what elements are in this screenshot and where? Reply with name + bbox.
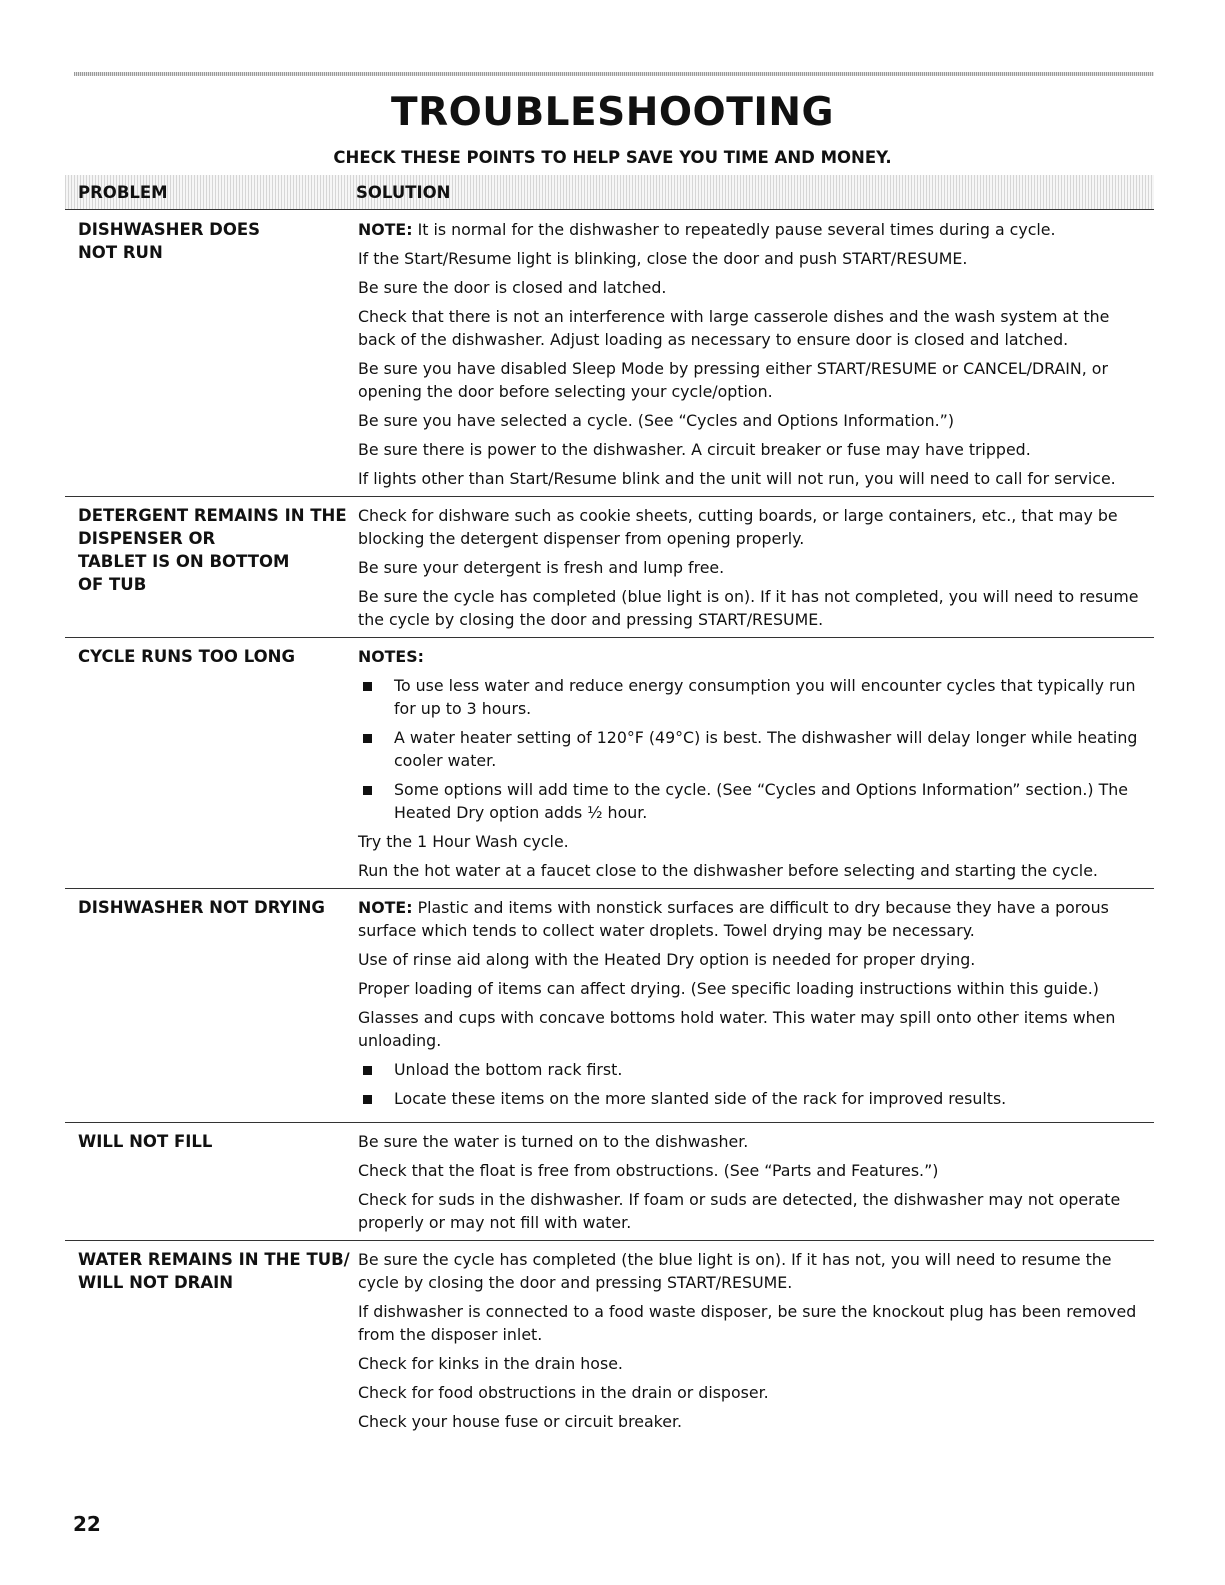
solution-paragraph	[358, 948, 1144, 971]
bullet-item	[358, 1058, 1144, 1081]
problem-column-header: PROBLEM	[78, 183, 168, 202]
solution-paragraph	[358, 1381, 1144, 1404]
solution-paragraph	[358, 305, 1144, 351]
solution-cell	[356, 1248, 1154, 1433]
solution-text: Use of rinse aid along with the Heated Dry option is needed for proper drying.	[358, 950, 976, 969]
solution-cell	[356, 1130, 1154, 1234]
solution-text: Be sure you have disabled Sleep Mode by pressing either START/RESUME or CANCEL/DRAIN, or opening the door before selecting your cycle/option.	[358, 359, 1108, 401]
page-subtitle: CHECK THESE POINTS TO HELP SAVE YOU TIME AND MONEY.	[333, 148, 892, 167]
table-row	[65, 211, 1154, 497]
solution-text: Plastic and items with nonstick surfaces are difficult to dry because they have a porous surface which tends to collect water droplets. Towel drying may be necessary.	[358, 898, 1109, 940]
page-number: 22	[73, 1512, 101, 1536]
solution-cell	[356, 645, 1154, 882]
solution-text: Glasses and cups with concave bottoms hold water. This water may spill onto other items when unloading.	[358, 1008, 1116, 1050]
page-title: TROUBLESHOOTING	[391, 90, 834, 135]
table-row	[65, 1241, 1154, 1439]
square-bullet-icon	[363, 1066, 372, 1075]
problem-cell	[65, 1248, 356, 1433]
solution-paragraph	[358, 1410, 1144, 1433]
solution-paragraph	[358, 1248, 1144, 1294]
solution-paragraph	[358, 830, 1144, 853]
solution-paragraph	[358, 247, 1144, 270]
problem-text: CYCLE RUNS TOO LONG	[78, 647, 296, 666]
solution-text: Proper loading of items can affect drying. (See specific loading instructions within this guide.)	[358, 979, 1099, 998]
solution-paragraph	[358, 218, 1144, 241]
solution-paragraph	[358, 504, 1144, 550]
solution-paragraph	[358, 409, 1144, 432]
solution-text: Check for dishware such as cookie sheets, cutting boards, or large containers, etc., that may be blocking the detergent dispenser from opening properly.	[358, 506, 1118, 548]
solution-text: Be sure there is power to the dishwasher. A circuit breaker or fuse may have tripped.	[358, 440, 1031, 459]
solution-column-header: SOLUTION	[356, 183, 451, 202]
solution-paragraph	[358, 276, 1144, 299]
troubleshooting-table	[65, 211, 1154, 1439]
table-row	[65, 638, 1154, 889]
solution-paragraph	[358, 1188, 1144, 1234]
problem-cell	[65, 896, 356, 1116]
problem-text: DETERGENT REMAINS IN THE	[78, 506, 347, 525]
solution-text: Locate these items on the more slanted side of the rack for improved results.	[394, 1089, 1007, 1108]
solution-text: Be sure the cycle has completed (blue light is on). If it has not completed, you will need to resume the cycle by closing the door and pressing START/RESUME.	[358, 587, 1139, 629]
solution-paragraph	[358, 645, 1144, 668]
solution-text: If lights other than Start/Resume blink and the unit will not run, you will need to call for service.	[358, 469, 1116, 488]
solution-text: It is normal for the dishwasher to repeatedly pause several times during a cycle.	[412, 220, 1056, 239]
square-bullet-icon	[363, 786, 372, 795]
solution-text: Check that there is not an interference with large casserole dishes and the wash system at the back of the dishwasher. Adjust loading as necessary to ensure door is closed and latched.	[358, 307, 1110, 349]
bullet-item	[358, 726, 1144, 772]
problem-text: OF TUB	[78, 575, 147, 594]
solution-text: Check for food obstructions in the drain or disposer.	[358, 1383, 769, 1402]
note-label: NOTE:	[358, 898, 413, 917]
table-row	[65, 1123, 1154, 1241]
square-bullet-icon	[363, 682, 372, 691]
problem-text: TABLET IS ON BOTTOM	[78, 552, 290, 571]
solution-text: A water heater setting of 120°F (49°C) is best. The dishwasher will delay longer while heating cooler water.	[394, 728, 1138, 770]
solution-cell	[356, 504, 1154, 631]
top-rule	[74, 72, 1154, 76]
solution-paragraph	[358, 1159, 1144, 1182]
problem-text: WILL NOT DRAIN	[78, 1273, 234, 1292]
solution-paragraph	[358, 977, 1144, 1000]
solution-text: Be sure the water is turned on to the dishwasher.	[358, 1132, 749, 1151]
solution-text: Try the 1 Hour Wash cycle.	[358, 832, 569, 851]
solution-text: Check for kinks in the drain hose.	[358, 1354, 623, 1373]
solution-text: If dishwasher is connected to a food waste disposer, be sure the knockout plug has been removed from the disposer inlet.	[358, 1302, 1137, 1344]
note-label: NOTE:	[358, 220, 413, 239]
solution-text: Run the hot water at a faucet close to the dishwasher before selecting and starting the cycle.	[358, 861, 1098, 880]
solution-cell	[356, 218, 1154, 490]
problem-cell	[65, 645, 356, 882]
solution-text: Be sure the door is closed and latched.	[358, 278, 667, 297]
problem-cell	[65, 218, 356, 490]
problem-text: NOT RUN	[78, 243, 163, 262]
solution-paragraph	[358, 467, 1144, 490]
solution-text: Unload the bottom rack first.	[394, 1060, 623, 1079]
problem-text: WATER REMAINS IN THE TUB/	[78, 1250, 350, 1269]
problem-cell	[65, 504, 356, 631]
solution-text: Check for suds in the dishwasher. If foam or suds are detected, the dishwasher may not operate properly or may not fill with water.	[358, 1190, 1121, 1232]
problem-text: DISPENSER OR	[78, 529, 216, 548]
solution-paragraph	[358, 859, 1144, 882]
bullet-item	[358, 674, 1144, 720]
solution-text: Some options will add time to the cycle. (See “Cycles and Options Information” section.) The Heated Dry option adds ½ hour.	[394, 780, 1128, 822]
square-bullet-icon	[363, 1095, 372, 1104]
bullet-item	[358, 778, 1144, 824]
solution-paragraph	[358, 556, 1144, 579]
solution-text: If the Start/Resume light is blinking, close the door and push START/RESUME.	[358, 249, 968, 268]
table-row	[65, 889, 1154, 1123]
bullet-item	[358, 1087, 1144, 1110]
solution-text: To use less water and reduce energy consumption you will encounter cycles that typically run for up to 3 hours.	[394, 676, 1136, 718]
table-header	[65, 175, 1154, 210]
solution-paragraph	[358, 1130, 1144, 1153]
solution-cell	[356, 896, 1154, 1116]
square-bullet-icon	[363, 734, 372, 743]
solution-paragraph	[358, 585, 1144, 631]
solution-text: Check that the float is free from obstructions. (See “Parts and Features.”)	[358, 1161, 939, 1180]
solution-paragraph	[358, 1300, 1144, 1346]
table-row	[65, 497, 1154, 638]
problem-cell	[65, 1130, 356, 1234]
problem-text: DISHWASHER NOT DRYING	[78, 898, 325, 917]
solution-paragraph	[358, 438, 1144, 461]
solution-text: Be sure your detergent is fresh and lump free.	[358, 558, 725, 577]
solution-text: Be sure the cycle has completed (the blue light is on). If it has not, you will need to resume the cycle by closing the door and pressing START/RESUME.	[358, 1250, 1112, 1292]
note-label: NOTES:	[358, 647, 424, 666]
problem-text: WILL NOT FILL	[78, 1132, 213, 1151]
solution-paragraph	[358, 896, 1144, 942]
problem-text: DISHWASHER DOES	[78, 220, 261, 239]
solution-text: Be sure you have selected a cycle. (See “Cycles and Options Information.”)	[358, 411, 955, 430]
solution-paragraph	[358, 357, 1144, 403]
solution-paragraph	[358, 1006, 1144, 1052]
solution-paragraph	[358, 1352, 1144, 1375]
solution-text: Check your house fuse or circuit breaker.	[358, 1412, 683, 1431]
